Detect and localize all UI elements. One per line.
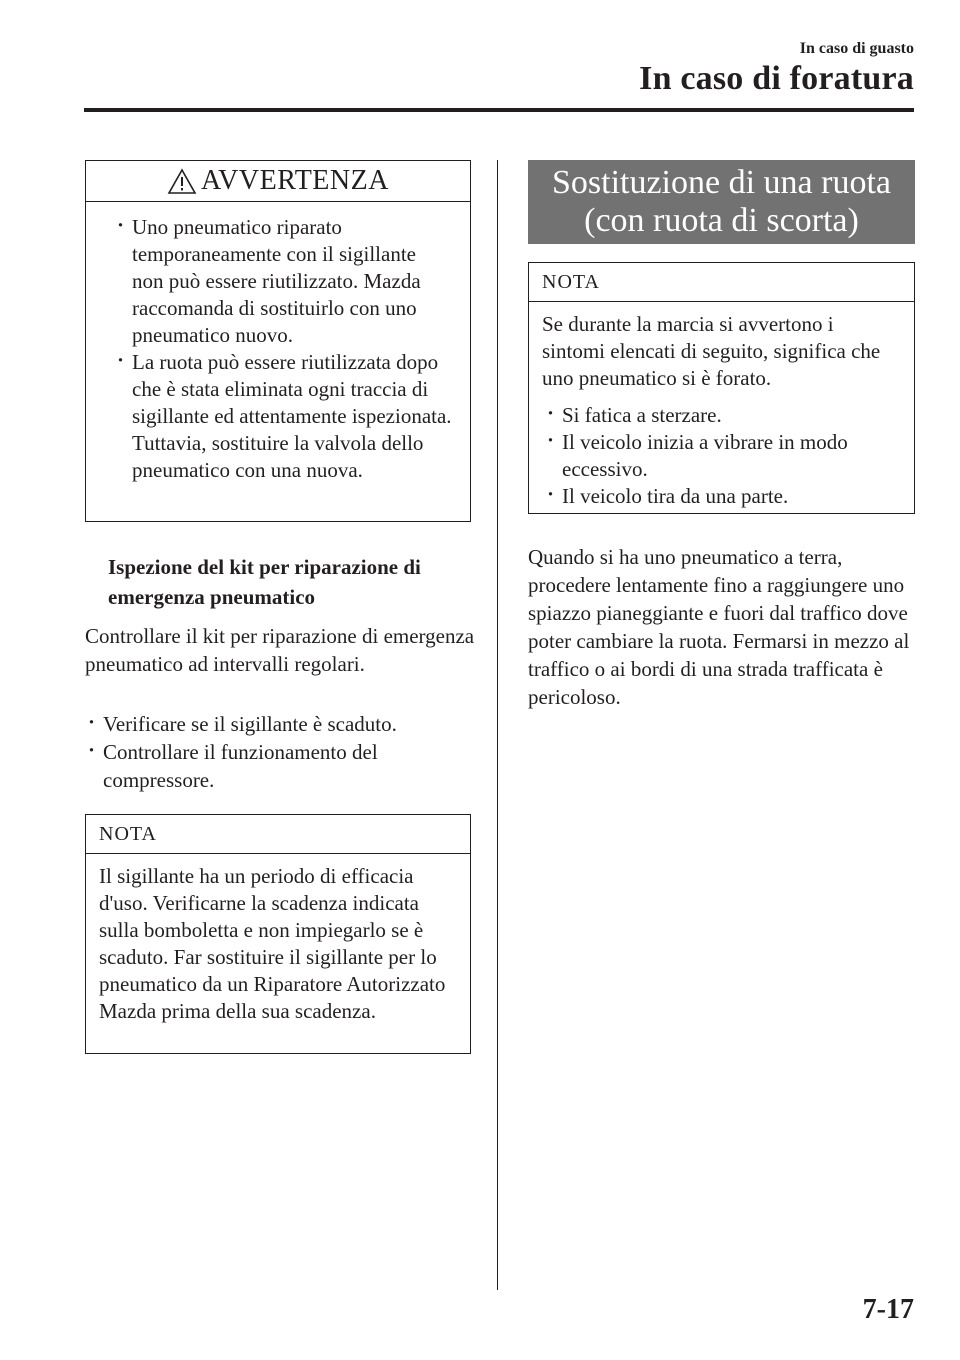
chapter-title: In caso di guasto	[799, 40, 914, 57]
page-number: 7-17	[862, 1294, 914, 1325]
note-item: · Il veicolo inizia a vibrare in modo eccessivo.	[546, 429, 900, 483]
note-box	[85, 814, 471, 1054]
warning-item: · La ruota può essere riutilizzata dopo che è stata eliminata ogni traccia di sigillante ed attentamente ispezionata. Tuttavia, sostituire la valvola dello pneumatico con una nuova.	[116, 349, 452, 484]
note-title: NOTA	[529, 263, 914, 302]
warning-triangle-icon	[167, 168, 197, 195]
inspection-item: · Controllare il funzionamento del compressore.	[87, 738, 467, 794]
note-text: Il sigillante ha un periodo di efficacia d'uso. Verificarne la scadenza indicata sulla bomboletta e non impiegarlo se è scaduto. Far sostituire il sigillante per lo pneumatico da un Riparatore Autorizzato Mazda prima della sua scadenza.	[99, 864, 446, 1023]
note-title: NOTA	[86, 815, 470, 854]
section-title-line1: Sostituzione di una ruota	[551, 164, 891, 201]
note-item: · Il veicolo tira da una parte.	[546, 483, 900, 510]
note-box	[528, 262, 915, 514]
note-list	[542, 402, 900, 510]
page-title: In caso di foratura	[639, 60, 914, 97]
inspection-list	[87, 710, 467, 794]
header-rule	[84, 108, 914, 112]
warning-title: AVVERTENZA	[201, 165, 389, 196]
inspection-text: Controllare il kit per riparazione di emergenza pneumatico ad intervalli regolari.	[85, 624, 475, 676]
section-title-line2: (con ruota di scorta)	[584, 202, 859, 239]
warning-box	[85, 160, 471, 522]
note-text: Se durante la marcia si avvertono i sintomi elencati di seguito, significa che uno pneumatico si è forato.	[542, 312, 881, 390]
warning-header	[86, 161, 470, 202]
inspection-item: · Verificare se il sigillante è scaduto.	[87, 710, 467, 738]
column-divider	[497, 160, 498, 1290]
warning-item: · Uno pneumatico riparato temporaneamente con il sigillante non può essere riutilizzato. Mazda raccomanda di sostituirlo con uno pneumatico nuovo.	[116, 214, 452, 349]
flat-tire-paragraph: Quando si ha uno pneumatico a terra, procedere lentamente fino a raggiungere uno spiazzo pianeggiante e fuori dal traffico dove poter cambiare la ruota. Fermarsi in mezzo al traffico o ai bordi di una strada trafficata è pericoloso.	[528, 545, 910, 709]
inspection-heading: Ispezione del kit per riparazione di emergenza pneumatico	[108, 555, 421, 609]
note-item: · Si fatica a sterzare.	[546, 402, 900, 429]
warning-list	[116, 214, 452, 484]
section-banner	[528, 160, 915, 244]
